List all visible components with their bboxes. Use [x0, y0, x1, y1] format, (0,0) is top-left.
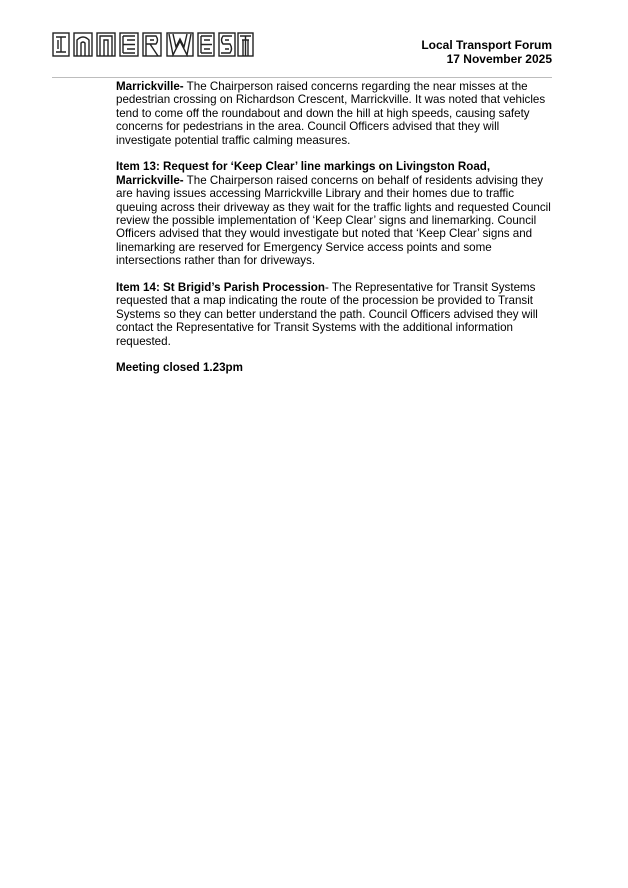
logo-letter-n-2 — [97, 33, 115, 56]
minutes-body — [116, 80, 556, 388]
minutes-item — [116, 160, 556, 267]
inner-west-logo — [52, 31, 254, 58]
logo-letter-n — [74, 33, 92, 56]
item-body: The Chairperson raised concerns on behalf of residents advising they are having issues accessing Marrickville Library and their homes due to traffic queuing across their driveway as they wait for the traffic lights and requested Council review the possible implementation of ‘Keep Clear’ signs and linemarking. Council Officers advised that they would investigate but noted that ‘Keep Clear’ signs and linemarking are reserved for Emergency Service access points and some intersections rather than for driveways. — [116, 173, 551, 268]
item-heading: Marrickville- — [116, 80, 184, 93]
logo-letter-e-2 — [198, 33, 214, 56]
header-divider — [52, 77, 552, 78]
document-header — [421, 38, 552, 66]
item-heading: Item 13: Request for ‘Keep Clear’ line markings on Livingston Road, Marrickville- — [116, 160, 491, 187]
logo-letter-s — [219, 33, 235, 56]
logo-letter-t — [238, 33, 253, 56]
logo-letter-w — [167, 33, 193, 56]
meeting-closed: Meeting closed 1.23pm — [116, 361, 243, 375]
logo-letter-r — [143, 33, 161, 56]
item-heading: Item 14: St Brigid’s Parish Procession — [116, 281, 325, 295]
logo-letter-e — [120, 33, 138, 56]
item-body: - The Representative for Transit Systems requested that a map indicating the route of the procession be provided to Transit Systems so they can better understand the path. Council Officers advised they will contact the Representative for Transit Systems with the additional information requested. — [116, 281, 538, 348]
item-body: The Chairperson raised concerns regarding the near misses at the pedestrian crossing on Richardson Crescent, Marrickville. It was noted that vehicles tend to come off the roundabout and down the hill at high speeds, causing safety concerns for pedestrians in the area. Council Officers advised that they will investigate potential traffic calming measures. — [116, 80, 546, 147]
meeting-date: 17 November 2025 — [446, 52, 552, 66]
logo-letter-i — [53, 33, 69, 56]
forum-title: Local Transport Forum — [421, 38, 552, 52]
minutes-item — [116, 80, 556, 147]
minutes-item — [116, 281, 556, 348]
